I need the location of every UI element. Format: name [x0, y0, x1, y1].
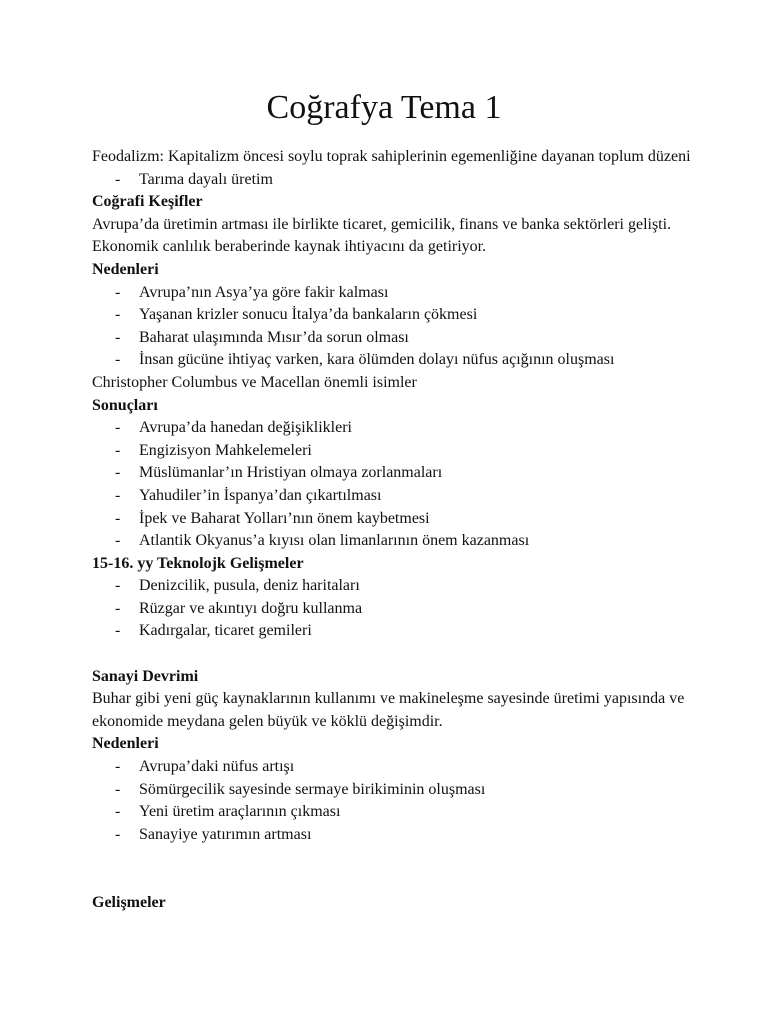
list-item: - Sanayiye yatırımın artması: [92, 824, 692, 847]
list-item: - Atlantik Okyanus’a kıyısı olan limanlarının önem kazanması: [92, 530, 692, 553]
subheading-sanayi-nedenleri: Nedenleri: [92, 735, 159, 753]
list-item: - Denizcilik, pusula, deniz haritaları: [92, 575, 692, 598]
document-body: [92, 146, 692, 914]
feodalizm-definition: Feodalizm: Kapitalizm öncesi soylu toprak sahiplerinin egemenliğine dayanan toplum düzeni: [92, 148, 691, 165]
sanayi-intro: Buhar gibi yeni güç kaynaklarının kullanımı ve makineleşme sayesinde üretimi yapısında ve ekonomide meydana gelen büyük ve köklü değişimdir.: [92, 690, 685, 730]
kesifler-sonuclar-list: [92, 417, 692, 553]
list-item: - Avrupa’daki nüfus artışı: [92, 756, 692, 779]
list-item: - Avrupa’da hanedan değişiklikleri: [92, 417, 692, 440]
section-heading-sanayi: Sanayi Devrimi: [92, 667, 199, 685]
subheading-sonuclari: Sonuçları: [92, 396, 158, 414]
list-item: - İnsan gücüne ihtiyaç varken, kara ölümden dolayı nüfus açığının oluşması: [92, 349, 692, 372]
spacer: [92, 643, 692, 666]
list-item: - Yeni üretim araçlarının çıkması: [92, 801, 692, 824]
list-item: - Yahudiler’in İspanya’dan çıkartılması: [92, 485, 692, 508]
subheading-gelismeler: Gelişmeler: [92, 893, 166, 911]
sanayi-nedenler-list: [92, 756, 692, 846]
list-item: - Yaşanan krizler sonucu İtalya’da bankaların çökmesi: [92, 304, 692, 327]
kesifler-note: Christopher Columbus ve Macellan önemli isimler: [92, 373, 417, 391]
list-item: - Müslümanlar’ın Hristiyan olmaya zorlanmaları: [92, 462, 692, 485]
list-item: - Kadırgalar, ticaret gemileri: [92, 620, 692, 643]
list-item: - Engizisyon Mahkelemeleri: [92, 440, 692, 463]
feodalizm-list: [92, 169, 692, 192]
list-item: - Avrupa’nın Asya’ya göre fakir kalması: [92, 282, 692, 305]
list-item: - Baharat ulaşımında Mısır’da sorun olması: [92, 327, 692, 350]
list-item: - Rüzgar ve akıntıyı doğru kullanma: [92, 598, 692, 621]
page-title: Coğrafya Tema 1: [266, 89, 502, 126]
list-item: - Sömürgecilik sayesinde sermaye birikiminin oluşması: [92, 779, 692, 802]
subheading-teknoloji: 15-16. yy Teknolojk Gelişmeler: [92, 554, 304, 572]
subheading-nedenleri: Nedenleri: [92, 260, 159, 278]
list-item: - Tarıma dayalı üretim: [92, 169, 692, 192]
spacer: [92, 846, 692, 891]
kesifler-intro: Avrupa’da üretimin artması ile birlikte ticaret, gemicilik, finans ve banka sektörleri gelişti. Ekonomik canlılık beraberinde kaynak ihtiyacını da getiriyor.: [92, 215, 672, 256]
kesifler-nedenler-list: [92, 282, 692, 372]
section-heading-kesifler: Coğrafi Keşifler: [92, 193, 203, 211]
list-item: - İpek ve Baharat Yolları’nın önem kaybetmesi: [92, 508, 692, 531]
kesifler-teknoloji-list: [92, 575, 692, 643]
